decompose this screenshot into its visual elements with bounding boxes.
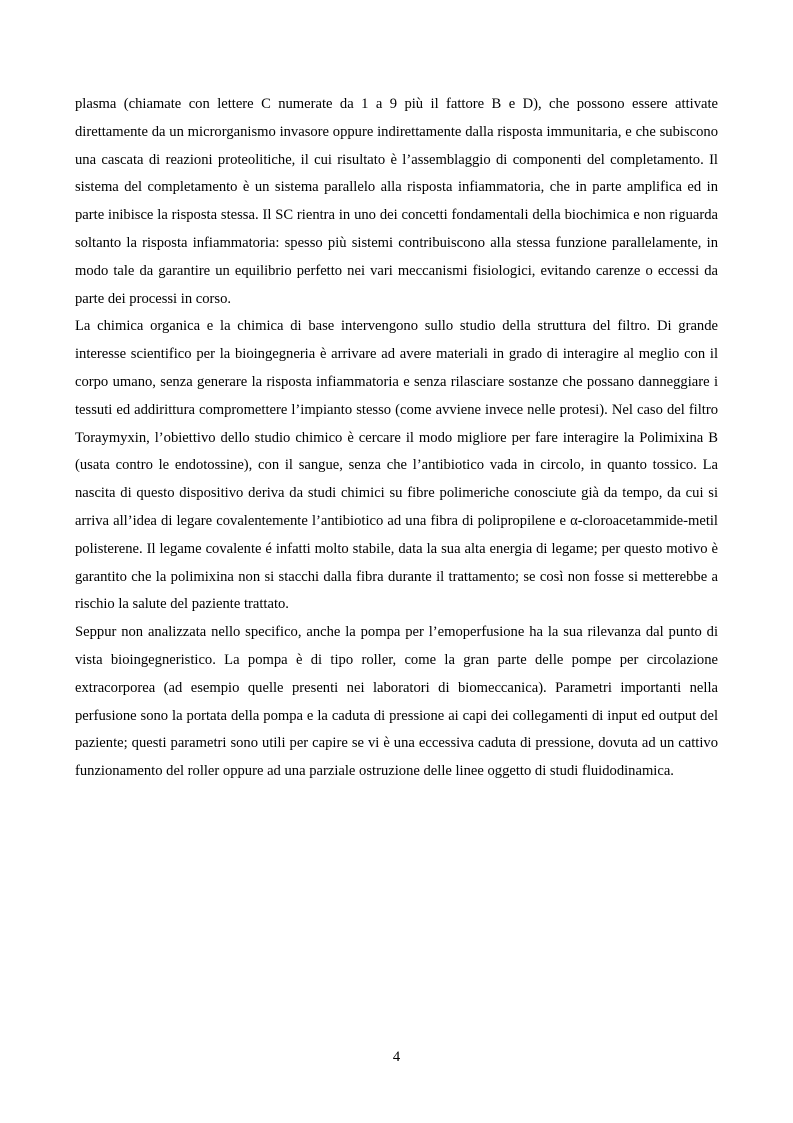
paragraph-complement-system: plasma (chiamate con lettere C numerate da 1 a 9 più il fattore B e D), che possono essere attivate direttamente da un microrganismo invasore oppure indirettamente dalla risposta immunitaria, e che subiscono una cascata di reazioni proteolitiche, il cui risultato è l’assemblaggio di componenti del completamento. Il sistema del completamento è un sistema parallelo alla risposta infiammatoria, che in parte amplifica ed in parte inibisce la risposta stessa. Il SC rientra in uno dei concetti fondamentali della biochimica e non riguarda soltanto la risposta infiammatoria: spesso più sistemi contribuiscono alla stessa funzione parallelamente, in modo tale da garantire un equilibrio perfetto nei vari meccanismi fisiologici, evitando carenze o eccessi da parte dei processi in corso. <box>75 96 718 307</box>
paragraph-filter-chemistry: La chimica organica e la chimica di base intervengono sullo studio della struttura del filtro. Di grande interesse scientifico per la bioingegneria è arrivare ad avere materiali in grado di interagire al meglio con il corpo umano, senza generare la risposta infiammatoria e senza rilasciare sostanze che possano danneggiare i tessuti ed addirittura compromettere l’impianto stesso (come avviene invece nelle protesi). Nel caso del filtro Toraymyxin, l’obiettivo dello studio chimico è cercare il modo migliore per fare interagire la Polimixina B (usata contro le endotossine), con il sangue, senza che l’antibiotico vada in circolo, in quanto tossico. La nascita di questo dispositivo deriva da studi chimici su fibre polimeriche conosciute già da tempo, da cui si arriva all’idea di legare covalentemente l’antibiotico ad una fibra di polipropilene e α-cloroacetammide-metil polisterene. Il legame covalente é infatti molto stabile, data la sua alta energia di legame; per questo motivo è garantito che la polimixina non si stacchi dalla fibra durante il trattamento; se così non fosse si metterebbe a rischio la salute del paziente trattato. <box>75 318 718 613</box>
paragraph-hemoperfusion-pump: Seppur non analizzata nello specifico, anche la pompa per l’emoperfusione ha la sua rilevanza dal punto di vista bioingegneristico. La pompa è di tipo roller, come la gran parte delle pompe per circolazione extracorporea (ad esempio quelle presenti nei laboratori di biomeccanica). Parametri importanti nella perfusione sono la portata della pompa e la caduta di pressione ai capi dei collegamenti di input ed output del paziente; questi parametri sono utili per capire se vi è una eccessiva caduta di pressione, dovuta ad un cattivo funzionamento del roller oppure ad una parziale ostruzione delle linee oggetto di studi fluidodinamica. <box>75 624 718 780</box>
page-number: 4 <box>392 1049 401 1065</box>
body-text <box>75 91 718 786</box>
